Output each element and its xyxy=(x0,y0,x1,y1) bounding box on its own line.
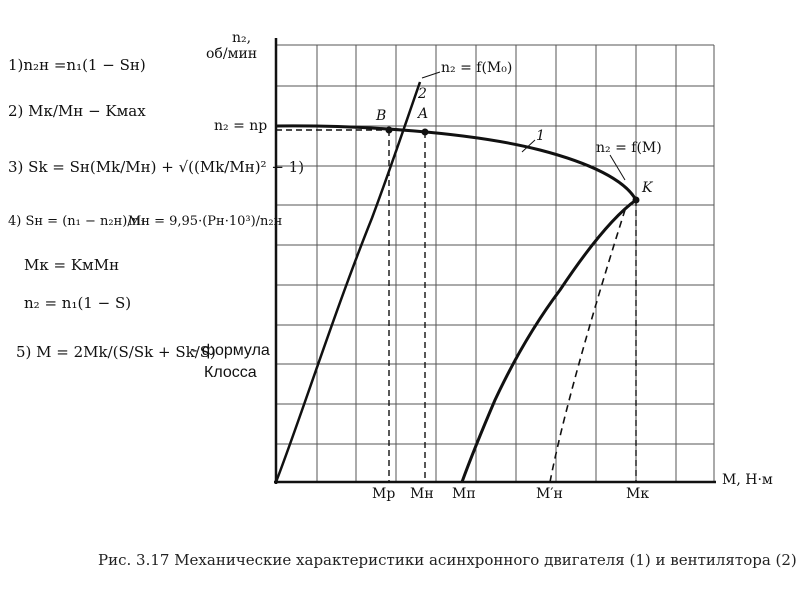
motor-function-label: n₂ = f(M) xyxy=(596,140,662,156)
curve-1-label: 1 xyxy=(536,128,545,144)
x-tick-mp: Mп xyxy=(452,486,476,502)
point-a xyxy=(422,129,429,136)
y-tick-np: n₂ = nр xyxy=(214,118,268,134)
formula-4b: Mн = 9,95·(Pн·10³)/n₂н xyxy=(128,214,283,229)
x-tick-mn: Mн xyxy=(410,486,434,502)
x-axis-label: M, Н·м xyxy=(722,472,773,488)
curve-2-label: 2 xyxy=(418,86,427,102)
y-axis-label-line2: об/мин xyxy=(206,46,258,62)
fan-curve xyxy=(276,82,420,482)
formula-6: n₂ = n₁(1 − S) xyxy=(24,294,132,312)
y-axis-label-line1: n₂, xyxy=(232,30,252,46)
x-tick-mn-prime: M′н xyxy=(536,486,563,502)
fan-func-leader xyxy=(422,72,440,78)
point-b xyxy=(386,127,393,134)
point-k xyxy=(633,197,640,204)
formula-4a: 4) Sн = (n₁ − n₂н)/n₁ xyxy=(8,214,146,229)
dashed-guides xyxy=(276,130,636,482)
point-k-label: K xyxy=(642,180,653,196)
x-tick-mr: Mр xyxy=(372,486,396,502)
formula-1: 1)n₂н =n₁(1 − Sн) xyxy=(8,56,146,74)
point-a-label: A xyxy=(418,106,429,122)
formula-5: Mк = KмMн xyxy=(24,256,120,274)
formula-3: 3) Sk = Sн(Mk/Mн) + √((Mk/Mн)² − 1) xyxy=(8,158,305,176)
figure-caption: Рис. 3.17 Механические характеристики асинхронного двигателя (1) и вентилятора (2) xyxy=(98,551,797,569)
fan-function-label: n₂ = f(M₀) xyxy=(441,60,513,76)
kloss-note-line1: - формула xyxy=(192,342,270,359)
motor-curve xyxy=(276,126,636,482)
formula-7: 5) M = 2Mk/(S/Sk + Sk/S) xyxy=(16,343,216,361)
kloss-note-line2: Клосса xyxy=(204,364,257,381)
formula-2: 2) Mк/Mн − Kмах xyxy=(8,102,146,120)
x-tick-mk: Mк xyxy=(626,486,650,502)
point-b-label: B xyxy=(376,108,387,124)
grid xyxy=(276,45,714,481)
